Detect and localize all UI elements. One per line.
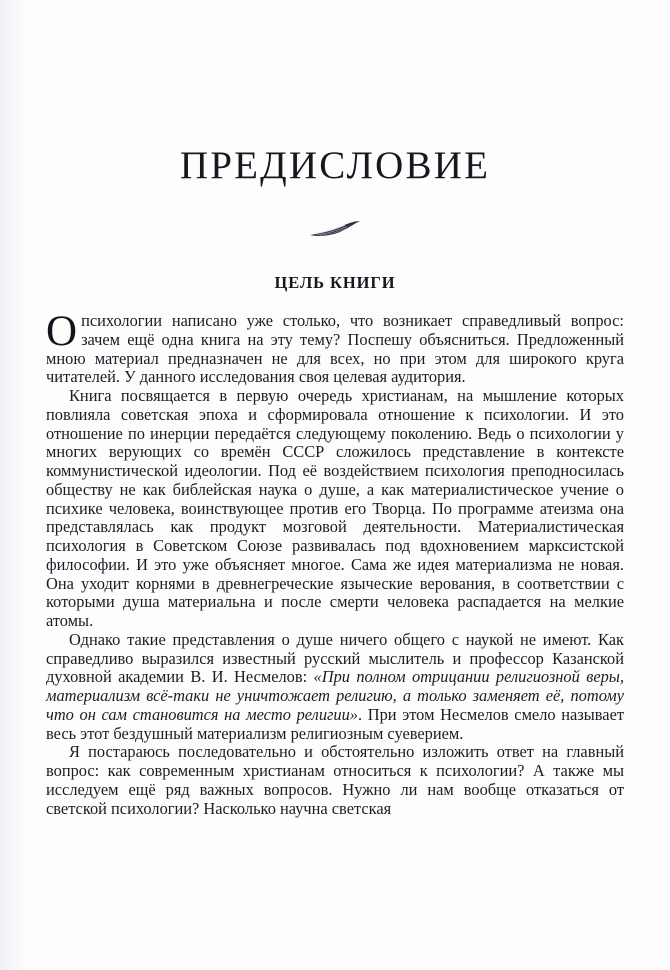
section-heading: ЦЕЛЬ КНИГИ [274, 273, 396, 292]
paragraph-book-questions: Я постараюсь последовательно и обстоятельно изложить ответ на главный вопрос: как современным христианам относиться к психологии? А также мы исследуем ещё ряд важных вопросов. Нужно ли нам вообще отказаться от светской психологии? Насколько научна светская [46, 742, 624, 818]
paragraph-opening [46, 308, 624, 387]
page-title: ПРЕДИСЛОВИЕ [179, 144, 491, 187]
paragraph-opening-text: психологии написано уже столько, что возникает справедливый вопрос: зачем ещё одна книга на эту тему? Поспешу объясниться. Предложенный мною материал предназначен не для всех, но при этом для широкого круга читателей. У данного исследования своя целевая аудитория. [46, 311, 624, 387]
leaf-flourish-ornament [46, 219, 624, 241]
paragraph-nesmelov-quote [46, 631, 624, 744]
drop-cap: О [46, 308, 78, 355]
nesmelov-quotation: «При полном отрицании религиозной веры, материализм всё-таки не уничтожает религию, а только заменяет её, потому что он сам становится на место религии» [46, 667, 624, 724]
scan-gutter-shadow [0, 0, 26, 970]
paragraph-soviet-era: Книга посвящается в первую очередь христианам, на мышление которых повлияла советская эпоха и сформировала отношение к психологии. И это отношение по инерции передаётся следующему поколению. Ведь о психологии у многих верующих со времён СССР сложилось представление в контексте коммунистической идеологии. Под её воздействием психология преподносилась обществу не как библейская наука о душе, а как материалистическое учение о психике человека, воинствующее против его Творца. По программе атеизма она представлялась как продукт мозговой деятельности. Материалистическая психология в Советском Союзе развивалась под вдохновением марксистской философии. И это уже объясняет многое. Сама же идея материализма не новая. Она уходит корнями в древнегреческие языческие верования, в соответствии с которыми душа материальна и после смерти человека распадается на мелкие атомы. [46, 386, 624, 630]
quote-tail: . При этом Несмелов смело называет весь этот бездушный материализм религиозным суеверием. [46, 704, 625, 743]
quote-lead-in: Однако такие представления о душе ничего общего с наукой не имеют. Как справедливо выразился известный русский мыслитель и профессор Казанской духовной академии В. И. Несмелов: [46, 629, 624, 687]
body-text-block [46, 293, 624, 818]
